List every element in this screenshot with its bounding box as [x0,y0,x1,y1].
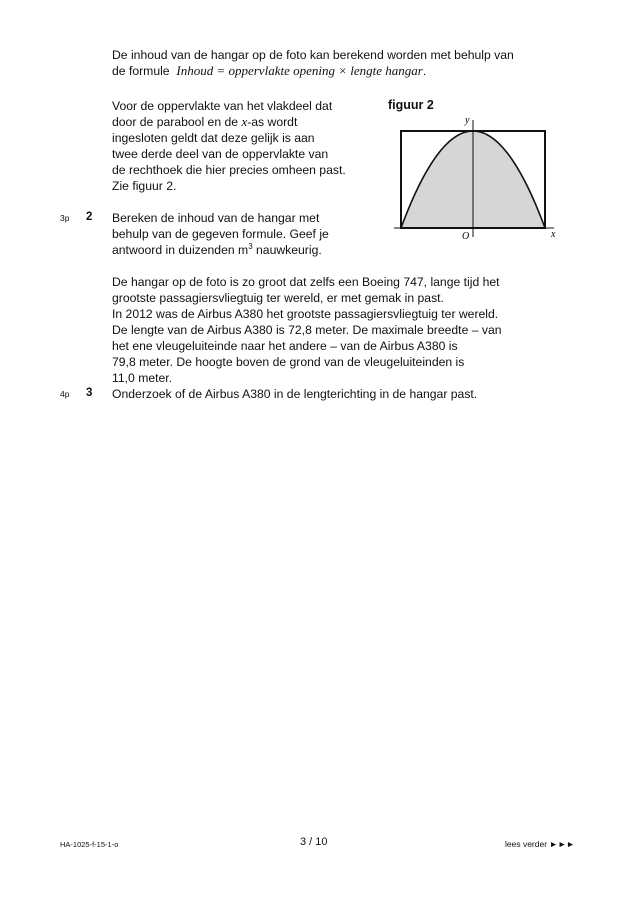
area-line-2-a: door de parabool en de [112,115,242,129]
intro-paragraph [112,47,514,79]
area-line-6: Zie figuur 2. [112,179,177,193]
intro-line-2 [112,63,514,79]
info-line-6: 79,8 meter. De hoogte boven de grond van de vleugeluiteinden is [112,355,465,369]
area-line-5: de rechthoek die hier precies omheen past. [112,163,346,177]
area-line-3: ingesloten geldt dat deze gelijk is aan [112,131,315,145]
volume-formula: Inhoud = oppervlakte opening × lengte hangar [176,63,423,78]
question-3-number: 3 [86,387,93,399]
question-3-text [112,386,477,402]
intro-line-1: De inhoud van de hangar op de foto kan berekend worden met behulp van [112,48,514,62]
info-line-5: het ene vleugeluiteinde naar het andere – van de Airbus A380 is [112,339,458,353]
question-2-text [112,210,329,258]
figure-title: figuur 2 [388,98,434,112]
area-paragraph [112,98,346,194]
question-2-line-3-a: antwoord in duizenden m [112,243,249,257]
question-2-line-2: behulp van de gegeven formule. Geef je [112,227,329,241]
parabola-figure [392,114,562,242]
y-axis-label: y [465,115,470,126]
question-3-points: 4p [60,389,70,399]
question-2-line-3-b: nauwkeurig. [252,243,322,257]
info-line-4: De lengte van de Airbus A380 is 72,8 meter. De maximale breedte – van [112,323,502,337]
question-3-line: Onderzoek of de Airbus A380 in de lengterichting in de hangar past. [112,387,478,401]
question-2-number: 2 [86,211,93,223]
intro-line-2-suffix: . [422,64,427,78]
page-number: 3 / 10 [300,836,328,848]
airbus-paragraph [112,274,502,386]
info-line-2: grootste passagiersvliegtuig ter wereld, er met gemak in past. [112,291,444,305]
exam-code: HA-1025-f-15-1-o [60,840,119,849]
info-line-3: In 2012 was de Airbus A380 het grootste passagiersvliegtuig ter wereld. [112,307,499,321]
x-axis-label: x [551,229,556,240]
origin-label: O [462,231,470,242]
info-line-1: De hangar op de foto is zo groot dat zelfs een Boeing 747, lange tijd het [112,275,500,289]
intro-line-2-prefix: de formule [112,64,170,78]
continue-label: lees verder ►►► [505,839,575,849]
area-line-1: Voor de oppervlakte van het vlakdeel dat [112,99,333,113]
info-line-7: 11,0 meter. [112,371,173,385]
question-2-line-3 [112,242,329,258]
x-variable: x [241,114,248,129]
area-line-2 [112,114,346,130]
question-2-points: 3p [60,213,70,223]
question-2-line-1: Bereken de inhoud van de hangar met [112,211,320,225]
area-line-4: twee derde deel van de oppervlakte van [112,147,329,161]
cubic-exponent: 3 [248,241,253,251]
area-line-2-b: -as wordt [247,115,298,129]
